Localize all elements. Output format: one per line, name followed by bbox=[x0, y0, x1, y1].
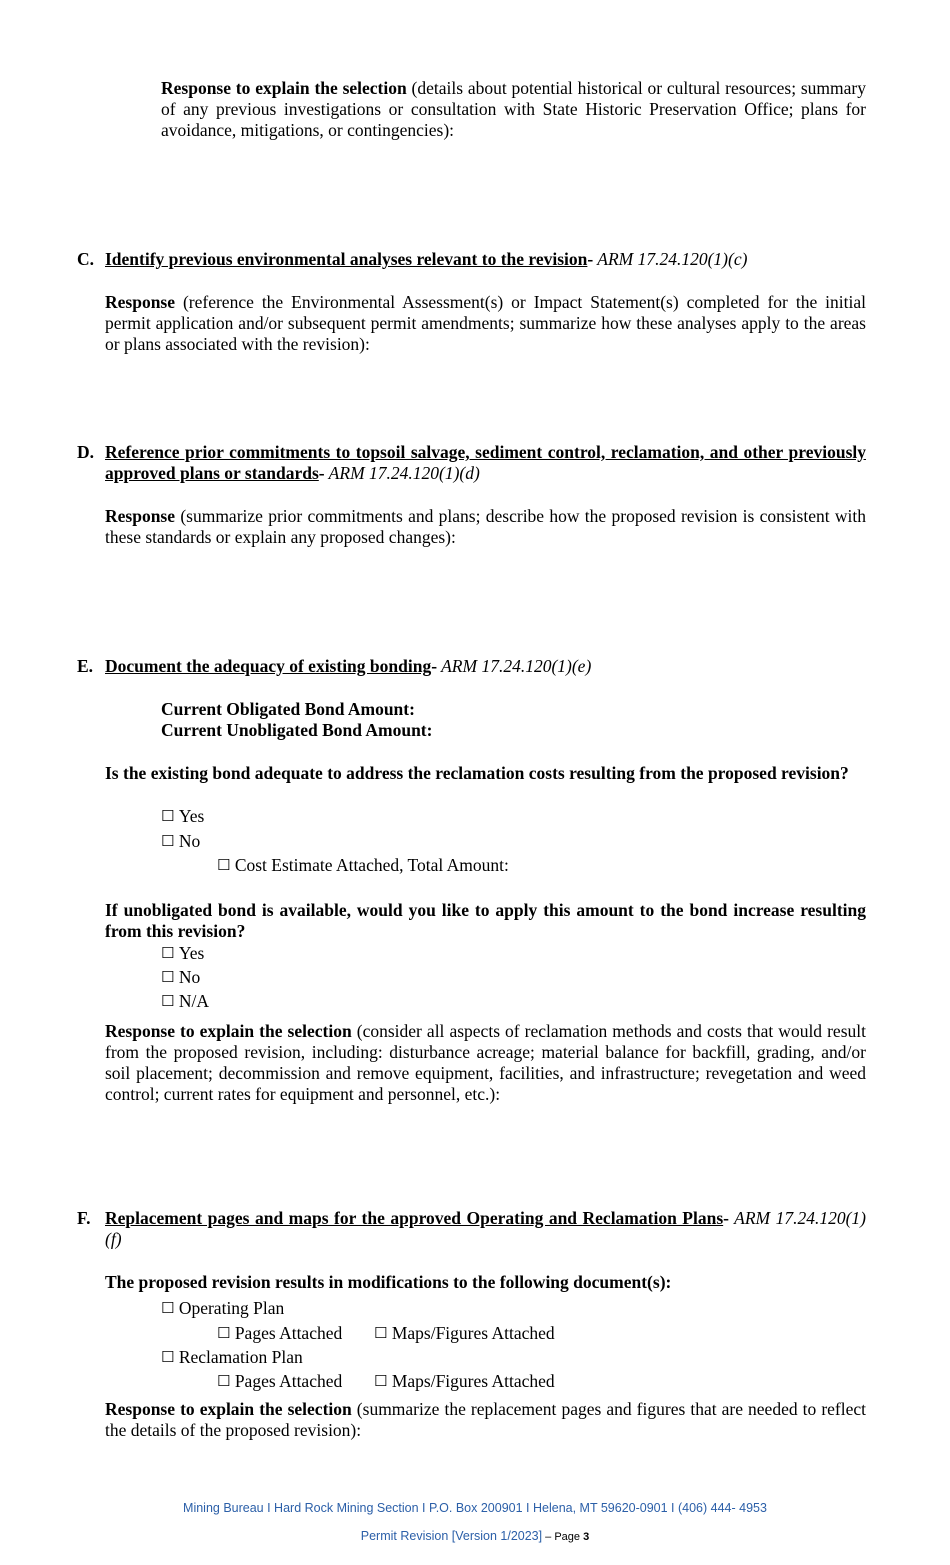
q1-no-label: No bbox=[178, 831, 201, 851]
operating-maps-option bbox=[374, 1323, 555, 1345]
unobligated-bond-label: Current Unobligated Bond Amount: bbox=[161, 720, 433, 740]
section-f-response-text: (summarize the replacement pages and figures that are needed to reflect the details of the proposed revision): bbox=[105, 1399, 866, 1440]
operating-maps-checkbox[interactable]: ☐ bbox=[374, 1324, 388, 1342]
reclamation-maps-label: Maps/Figures Attached bbox=[391, 1371, 555, 1391]
section-c-title: Identify previous environmental analyses relevant to the revision bbox=[105, 249, 588, 269]
cost-estimate-checkbox[interactable]: ☐ bbox=[217, 856, 231, 874]
section-e-response bbox=[105, 1021, 866, 1105]
section-d-title: Reference prior commitments to topsoil salvage, sediment control, reclamation, and other previously approved plans or standards bbox=[105, 442, 866, 483]
section-c-letter: C. bbox=[77, 249, 95, 269]
section-c-response bbox=[105, 292, 866, 355]
section-d-response bbox=[105, 506, 866, 548]
cost-estimate-label: Cost Estimate Attached, Total Amount: bbox=[234, 855, 509, 875]
section-f-letter: F. bbox=[77, 1208, 91, 1228]
reclamation-maps-option bbox=[374, 1371, 555, 1393]
section-c-dash: - bbox=[587, 249, 594, 269]
intro-response-label: Response to explain the selection bbox=[161, 78, 407, 98]
q2-na-checkbox[interactable]: ☐ bbox=[161, 992, 175, 1010]
footer-version-text: Permit Revision [Version 1/2023] bbox=[360, 1529, 543, 1543]
unobligated-bond-question bbox=[105, 900, 866, 942]
section-e-response-text: (consider all aspects of reclamation methods and costs that would result from the proposed revision, including: disturbance acreage; material balance for backfill, grading, and/or soil placement; decommission and remove equipment, facilities, and infrastructure; revegetation and weed control; current rates for equipment and personnel, etc.): bbox=[105, 1021, 866, 1104]
section-f-ref: ARM 17.24.120(1)(f) bbox=[105, 1208, 866, 1249]
footer-version bbox=[0, 1529, 950, 1543]
q1-cost-estimate-option bbox=[217, 855, 509, 877]
section-e-heading bbox=[105, 656, 866, 677]
q2-yes-option bbox=[161, 943, 204, 965]
q2-yes-label: Yes bbox=[178, 943, 205, 963]
operating-pages-label: Pages Attached bbox=[234, 1323, 343, 1343]
operating-plan-option bbox=[161, 1298, 284, 1320]
bond-adequacy-question-text: Is the existing bond adequate to address the reclamation costs resulting from the proposed revision? bbox=[105, 763, 849, 783]
section-c-response-text: (reference the Environmental Assessment(s) or Impact Statement(s) completed for the initial permit application and/or subsequent permit amendments; summarize how these analyses apply to the areas or plans associated with the revision): bbox=[105, 292, 866, 354]
q1-no-option bbox=[161, 831, 200, 853]
intro-response bbox=[161, 78, 866, 141]
operating-pages-checkbox[interactable]: ☐ bbox=[217, 1324, 231, 1342]
section-d-response-label: Response bbox=[105, 506, 176, 526]
footer-address: Mining Bureau I Hard Rock Mining Section I P.O. Box 200901 I Helena, MT 59620-0901 I (406) 444- 4953 bbox=[183, 1501, 767, 1515]
q2-no-checkbox[interactable]: ☐ bbox=[161, 968, 175, 986]
footer-dash: – bbox=[542, 1531, 555, 1543]
q1-yes-checkbox[interactable]: ☐ bbox=[161, 807, 175, 825]
section-c-heading bbox=[105, 249, 866, 270]
section-f-statement-text: The proposed revision results in modifications to the following document(s): bbox=[105, 1272, 672, 1292]
q2-no-option bbox=[161, 967, 200, 989]
operating-plan-checkbox[interactable]: ☐ bbox=[161, 1299, 175, 1317]
section-e-ref: ARM 17.24.120(1)(e) bbox=[437, 656, 592, 676]
section-e-response-label: Response to explain the selection bbox=[105, 1021, 352, 1041]
section-f-response-label: Response to explain the selection bbox=[105, 1399, 352, 1419]
footer-page-number: 3 bbox=[583, 1531, 590, 1543]
reclamation-pages-label: Pages Attached bbox=[234, 1371, 343, 1391]
section-d-response-text: (summarize prior commitments and plans; describe how the proposed revision is consistent with these standards or explain any proposed changes): bbox=[105, 506, 866, 547]
reclamation-plan-checkbox[interactable]: ☐ bbox=[161, 1348, 175, 1366]
q2-yes-checkbox[interactable]: ☐ bbox=[161, 944, 175, 962]
section-e-title: Document the adequacy of existing bonding bbox=[105, 656, 432, 676]
reclamation-maps-checkbox[interactable]: ☐ bbox=[374, 1372, 388, 1390]
reclamation-plan-option bbox=[161, 1347, 303, 1369]
q2-no-label: No bbox=[178, 967, 201, 987]
intro-response-text: (details about potential historical or cultural resources; summary of any previous investigations or consultation with State Historic Preservation Office; plans for avoidance, mitigations, or contingencies): bbox=[161, 78, 866, 140]
reclamation-pages-option bbox=[217, 1371, 342, 1393]
q1-no-checkbox[interactable]: ☐ bbox=[161, 832, 175, 850]
section-d-dash: - bbox=[318, 463, 325, 483]
q1-yes-option bbox=[161, 806, 204, 828]
operating-pages-option bbox=[217, 1323, 342, 1345]
section-f-response bbox=[105, 1399, 866, 1441]
obligated-bond-label: Current Obligated Bond Amount: bbox=[161, 699, 415, 719]
operating-maps-label: Maps/Figures Attached bbox=[391, 1323, 555, 1343]
section-f-statement bbox=[105, 1272, 866, 1293]
section-f-dash: - bbox=[723, 1208, 729, 1228]
section-d-ref: ARM 17.24.120(1)(d) bbox=[324, 463, 480, 483]
q1-yes-label: Yes bbox=[178, 806, 205, 826]
section-d-heading bbox=[105, 442, 866, 484]
section-f-heading bbox=[105, 1208, 866, 1250]
reclamation-plan-label: Reclamation Plan bbox=[178, 1347, 303, 1367]
q2-na-option bbox=[161, 991, 209, 1013]
bond-adequacy-question bbox=[105, 763, 866, 784]
section-f-title: Replacement pages and maps for the approved Operating and Reclamation Plans bbox=[105, 1208, 724, 1228]
footer-page-label: Page bbox=[554, 1531, 584, 1543]
section-e-letter: E. bbox=[77, 656, 94, 676]
q2-na-label: N/A bbox=[178, 991, 209, 1011]
reclamation-pages-checkbox[interactable]: ☐ bbox=[217, 1372, 231, 1390]
unobligated-bond-question-text: If unobligated bond is available, would you like to apply this amount to the bond increase resulting from this revision? bbox=[105, 900, 866, 941]
section-c-ref: ARM 17.24.120(1)(c) bbox=[593, 249, 748, 269]
section-c-response-label: Response bbox=[105, 292, 176, 312]
section-e-dash: - bbox=[431, 656, 438, 676]
section-d-letter: D. bbox=[77, 442, 95, 462]
operating-plan-label: Operating Plan bbox=[178, 1298, 285, 1318]
